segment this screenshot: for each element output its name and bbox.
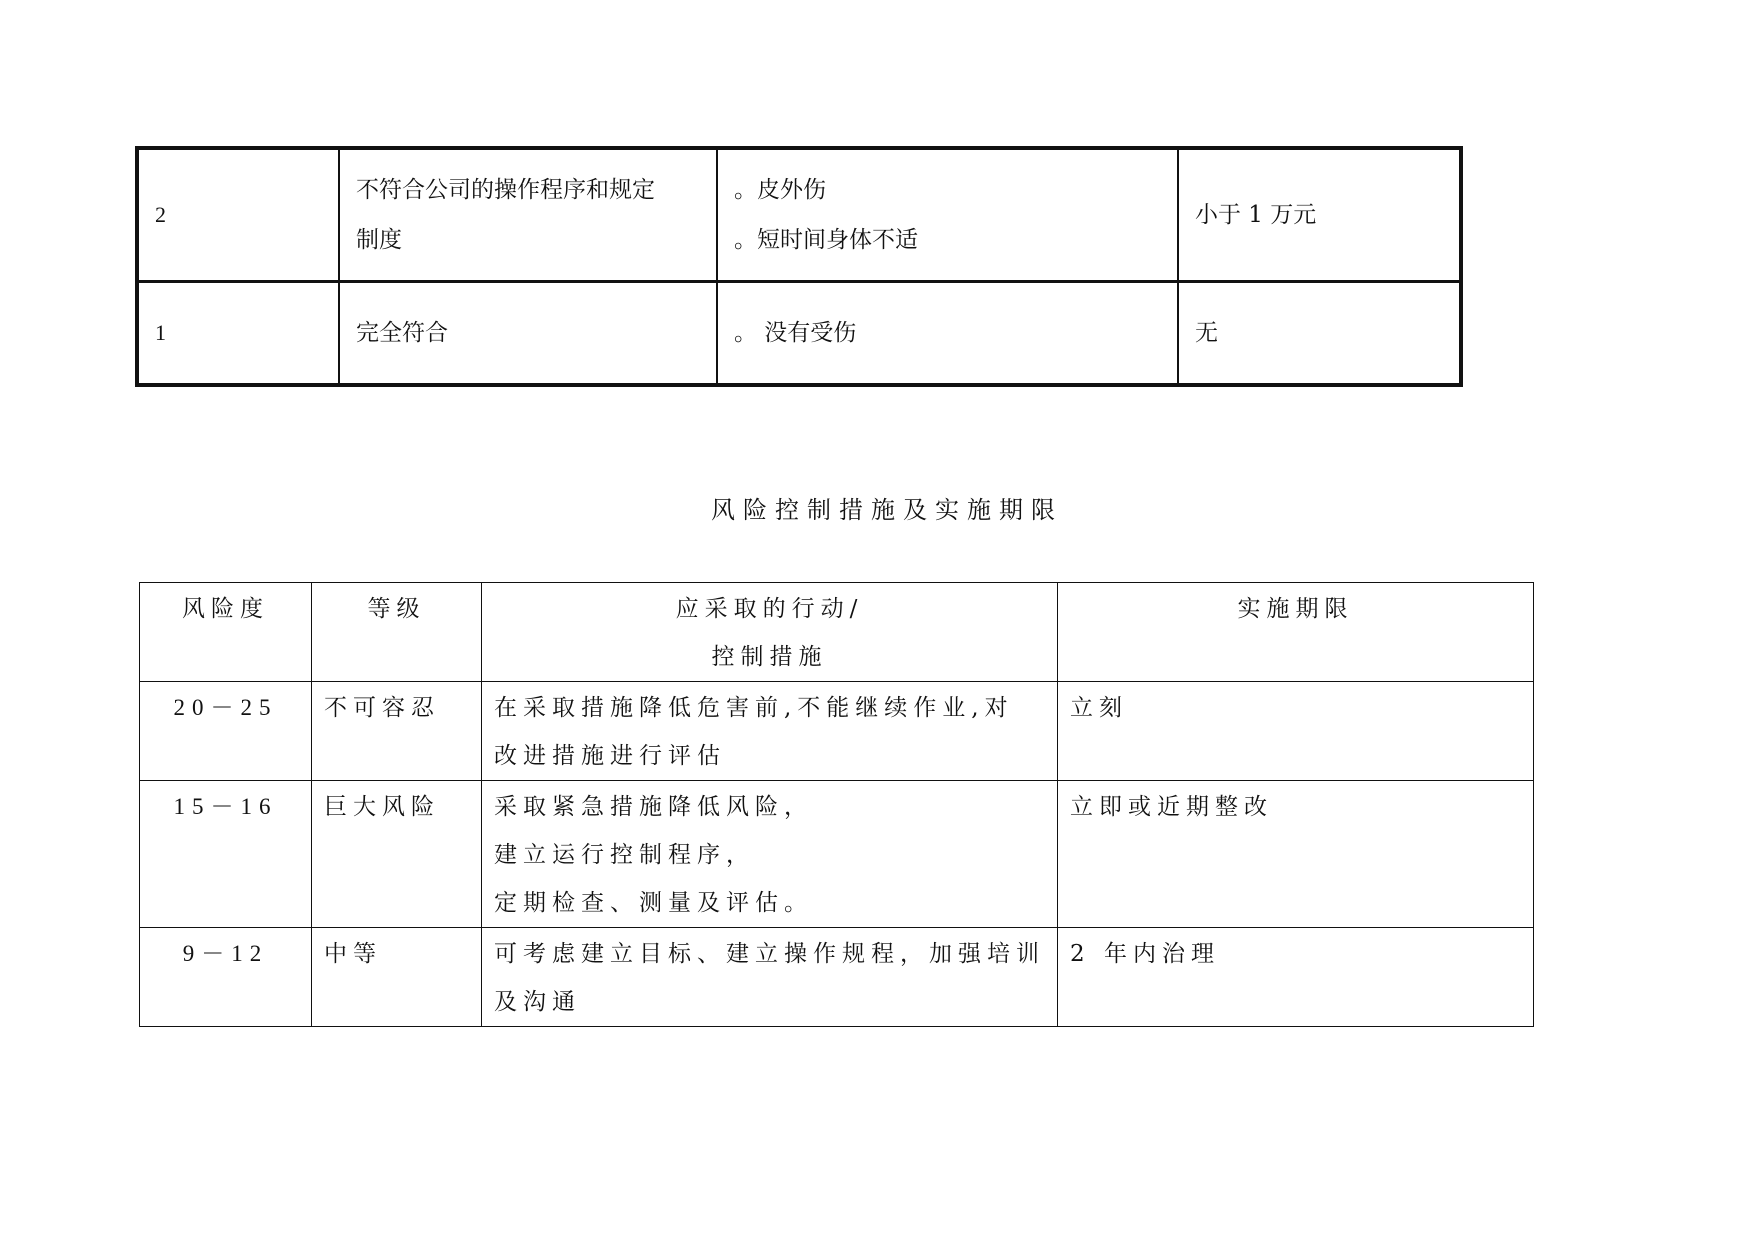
table-row (137, 148, 1461, 282)
action-line: 可考虑建立目标、建立操作规程，加强培训 (494, 941, 1045, 967)
compliance-line: 制度 (356, 227, 402, 253)
action-line: 建立运行控制程序， (494, 842, 755, 868)
injury-line: 。短时间身体不适 (734, 227, 918, 253)
injury-cell (717, 148, 1178, 282)
action-line: 采取紧急措施降低风险， (494, 794, 813, 820)
degree-cell: 20－25 (140, 682, 312, 781)
deadline-cell: 2 年内治理 (1058, 928, 1534, 1027)
degree-cell: 9－12 (140, 928, 312, 1027)
header-action-line: 应采取的行动/ (675, 596, 864, 622)
header-degree: 风险度 (140, 583, 312, 682)
action-line: 改进措施进行评估 (494, 743, 726, 769)
table-row (140, 781, 1534, 928)
action-cell (482, 781, 1058, 928)
table-row (140, 682, 1534, 781)
grade-cell: 巨大风险 (312, 781, 482, 928)
loss-cell: 小于 1 万元 (1178, 148, 1461, 282)
deadline-cell: 立刻 (1058, 682, 1534, 781)
compliance-cell (339, 148, 717, 282)
loss-cell: 无 (1178, 282, 1461, 386)
action-cell (482, 682, 1058, 781)
consequence-table (135, 146, 1463, 387)
compliance-line: 完全符合 (356, 320, 448, 346)
injury-line: 。皮外伤 (734, 177, 826, 203)
table-row (140, 928, 1534, 1027)
grade-cell: 中等 (312, 928, 482, 1027)
header-action (482, 583, 1058, 682)
header-deadline: 实施期限 (1058, 583, 1534, 682)
degree-cell: 15－16 (140, 781, 312, 928)
table-row (137, 282, 1461, 386)
header-row (140, 583, 1534, 682)
injury-line: 。 没有受伤 (734, 320, 857, 346)
header-action-line: 控制措施 (711, 644, 828, 670)
level-cell: 2 (137, 148, 339, 282)
section-title: 风险控制措施及实施期限 (711, 496, 1063, 524)
header-grade: 等级 (312, 583, 482, 682)
deadline-cell: 立即或近期整改 (1058, 781, 1534, 928)
action-cell (482, 928, 1058, 1027)
action-line: 定期检查、测量及评估。 (494, 890, 813, 916)
injury-cell (717, 282, 1178, 386)
action-line: 在采取措施降低危害前,不能继续作业,对 (494, 695, 1014, 721)
grade-cell: 不可容忍 (312, 682, 482, 781)
action-line: 及沟通 (494, 989, 581, 1015)
level-cell: 1 (137, 282, 339, 386)
compliance-cell (339, 282, 717, 386)
risk-control-table (139, 582, 1534, 1027)
compliance-line: 不符合公司的操作程序和规定 (356, 177, 655, 203)
